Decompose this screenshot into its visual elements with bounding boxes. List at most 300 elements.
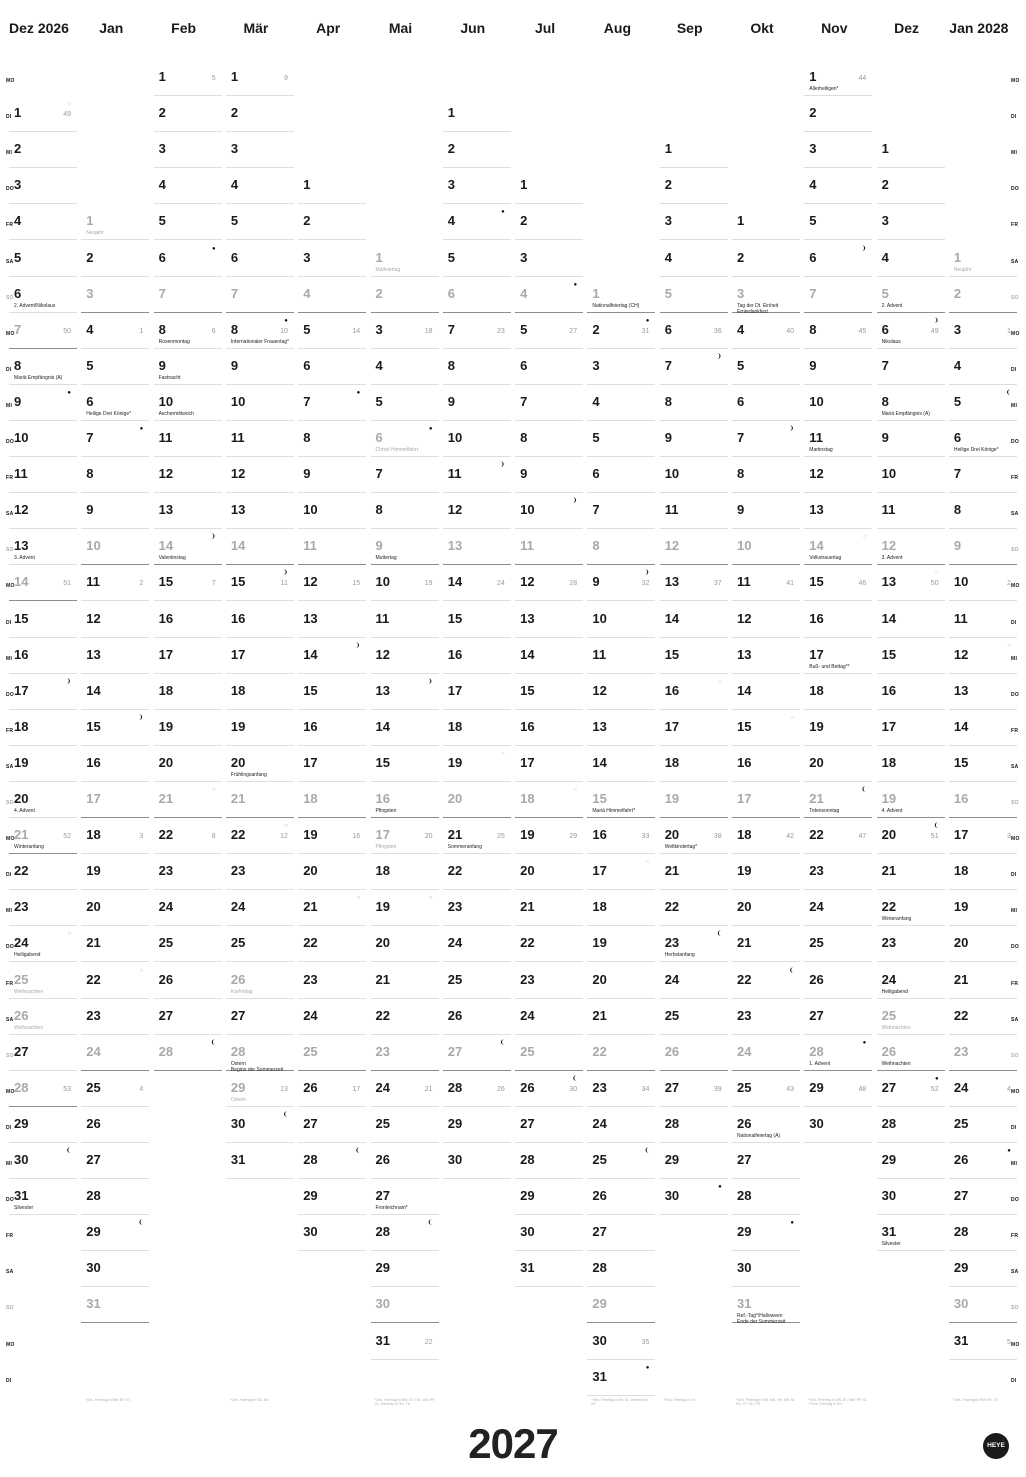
day-number: 4 — [86, 321, 94, 337]
day-cell — [443, 493, 511, 529]
day-cell — [587, 313, 655, 349]
day-cell — [515, 565, 583, 601]
holiday-label: Martinstag — [809, 447, 833, 453]
day-cell — [371, 349, 439, 385]
weekday-label-right: SO — [1011, 294, 1019, 301]
day-number: 1 — [86, 213, 94, 229]
day-number: 19 — [230, 718, 246, 734]
week-number: 13 — [280, 1085, 288, 1093]
month-header: Mär — [243, 20, 269, 36]
day-cell — [949, 1215, 1017, 1251]
day-cell — [443, 1107, 511, 1143]
day-cell — [949, 277, 1017, 313]
month-header: Feb — [171, 20, 197, 36]
moon-phase-icon: ● — [862, 1039, 867, 1046]
day-cell — [443, 457, 511, 493]
weekday-label-right: SA — [1011, 258, 1019, 265]
day-cell — [877, 241, 945, 277]
moon-phase-icon: ❩ — [861, 245, 867, 252]
moon-phase-icon: ○ — [573, 787, 578, 793]
day-number: 20 — [737, 899, 752, 915]
day-cell — [660, 421, 728, 457]
day-number: 9 — [303, 466, 311, 482]
moon-phase-icon: ❩ — [210, 534, 216, 541]
day-cell — [81, 963, 149, 999]
day-number: 19 — [447, 754, 463, 770]
day-cell — [371, 1215, 439, 1251]
day-cell — [587, 674, 655, 710]
day-number: 6 — [158, 249, 166, 265]
day-cell — [515, 421, 583, 457]
day-cell — [515, 168, 583, 204]
day-cell — [298, 999, 366, 1035]
day-number: 12 — [158, 466, 174, 482]
day-cell — [732, 529, 800, 565]
day-number: 19 — [375, 899, 390, 915]
day-number: 13 — [158, 502, 174, 518]
day-cell — [9, 277, 77, 313]
day-cell — [154, 1035, 222, 1071]
week-number: 52 — [930, 1085, 939, 1093]
holiday-label: Silvester — [14, 1205, 34, 1212]
day-cell — [515, 782, 583, 818]
day-number: 16 — [592, 827, 607, 843]
day-cell — [371, 1035, 439, 1071]
day-cell — [443, 638, 511, 674]
weekday-label-right: FR — [1011, 980, 1019, 987]
weekday-label-left: SA — [6, 1269, 14, 1276]
day-cell — [298, 277, 366, 313]
day-cell — [371, 1179, 439, 1215]
day-number: 11 — [230, 430, 245, 445]
holiday-label: Nationalfeiertag (A) — [737, 1132, 781, 1139]
day-number: 14 — [881, 610, 897, 626]
day-number: 24 — [86, 1043, 101, 1059]
day-number: 20 — [953, 935, 969, 951]
day-number: 19 — [520, 827, 535, 843]
moon-phase-icon: ❨ — [282, 1111, 288, 1118]
weekday-label-left: MO — [6, 330, 15, 337]
day-cell — [515, 854, 583, 890]
moon-phase-icon: ❨ — [65, 1148, 71, 1154]
day-number: 15 — [664, 646, 680, 662]
weekday-label-left: DI — [6, 366, 12, 373]
day-cell — [226, 602, 294, 638]
day-cell — [732, 999, 800, 1035]
day-number: 14 — [158, 538, 174, 554]
day-cell — [877, 565, 945, 601]
day-number: 7 — [14, 321, 22, 337]
day-cell — [81, 890, 149, 926]
day-cell — [587, 565, 655, 601]
week-number: 51 — [63, 580, 71, 588]
day-cell — [298, 710, 366, 746]
day-number: 21 — [592, 1007, 607, 1023]
day-cell — [587, 1179, 655, 1215]
day-cell — [443, 926, 511, 962]
day-cell — [732, 854, 800, 890]
day-number: 25 — [592, 1152, 607, 1167]
day-number: 9 — [230, 357, 239, 373]
day-number: 2 — [592, 321, 600, 337]
day-number: 4 — [953, 357, 962, 373]
day-cell — [226, 60, 294, 96]
day-number: 16 — [809, 610, 824, 626]
day-cell — [443, 277, 511, 313]
day-cell — [732, 349, 800, 385]
week-number: 4 — [1006, 1085, 1011, 1093]
day-number: 25 — [664, 1007, 680, 1023]
day-cell — [371, 385, 439, 421]
day-cell — [443, 241, 511, 277]
holiday-label: Valentinstag — [158, 555, 186, 562]
day-cell — [298, 385, 366, 421]
day-cell — [443, 818, 511, 854]
holiday-label: Mariä Empfängnis (A) — [881, 410, 930, 417]
day-number: 14 — [592, 754, 607, 770]
day-number: 29 — [737, 1224, 752, 1240]
day-number: 15 — [86, 718, 101, 734]
day-number: 4 — [737, 321, 745, 337]
day-cell — [154, 565, 222, 601]
day-number: 4 — [447, 213, 456, 229]
week-number: 4 — [139, 1085, 144, 1093]
day-number: 3 — [881, 213, 889, 229]
day-cell — [154, 60, 222, 96]
day-cell — [660, 674, 728, 710]
day-cell — [732, 204, 800, 240]
day-cell — [515, 1215, 583, 1251]
month-header: Mai — [388, 20, 413, 36]
day-cell — [81, 999, 149, 1035]
day-cell — [371, 818, 439, 854]
day-cell — [804, 818, 872, 854]
day-number: 26 — [158, 971, 174, 987]
day-cell — [9, 349, 77, 385]
holiday-label: 4. Advent — [881, 808, 903, 814]
day-number: 10 — [447, 430, 463, 445]
day-number: 28 — [881, 1115, 897, 1131]
day-number: 23 — [447, 899, 463, 915]
day-number: 25 — [14, 971, 29, 987]
week-number: 6 — [211, 327, 216, 335]
week-number: 36 — [713, 327, 722, 335]
day-cell — [371, 529, 439, 565]
day-number: 27 — [158, 1007, 174, 1023]
day-cell — [154, 602, 222, 638]
day-number: 7 — [881, 357, 889, 373]
moon-phase-icon: ○ — [67, 101, 71, 108]
day-cell — [298, 565, 366, 601]
week-number: 53 — [63, 1085, 71, 1093]
holiday-label: 3. Advent — [14, 555, 35, 562]
day-number: 2 — [230, 105, 239, 121]
day-number: 5 — [86, 357, 94, 373]
day-cell — [9, 529, 77, 565]
day-cell — [154, 204, 222, 240]
holiday-label: Weihnachten — [14, 988, 44, 995]
day-number: 14 — [375, 718, 390, 734]
day-number: 29 — [520, 1188, 535, 1204]
day-number: 7 — [158, 285, 166, 301]
weekday-label-right: SO — [1011, 800, 1019, 806]
day-number: 11 — [809, 430, 824, 445]
day-cell — [732, 926, 800, 962]
day-cell — [371, 421, 439, 457]
day-cell — [9, 241, 77, 277]
day-cell — [877, 277, 945, 313]
day-number: 10 — [881, 466, 897, 482]
day-cell — [877, 421, 945, 457]
moon-phase-icon: ❨ — [138, 1220, 144, 1227]
day-number: 24 — [592, 1115, 607, 1131]
day-cell — [515, 602, 583, 638]
weekday-label-right: SA — [1011, 1016, 1019, 1023]
day-cell — [949, 457, 1017, 493]
day-number: 24 — [737, 1043, 752, 1059]
day-cell — [949, 241, 1017, 277]
weekday-label-right: MI — [1011, 1161, 1018, 1167]
day-cell — [732, 963, 800, 999]
day-cell — [877, 1143, 945, 1179]
week-number: 43 — [786, 1085, 794, 1093]
day-number: 3 — [230, 141, 239, 157]
day-cell — [515, 890, 583, 926]
day-cell — [298, 746, 366, 782]
weekday-label-left: FR — [6, 727, 14, 734]
day-cell — [732, 277, 800, 313]
weekday-label-right: SA — [1011, 763, 1019, 770]
day-number: 18 — [375, 863, 390, 879]
day-number: 23 — [14, 899, 29, 915]
day-number: 8 — [303, 430, 311, 445]
day-cell — [877, 313, 945, 349]
day-number: 21 — [809, 791, 824, 806]
day-number: 1 — [230, 69, 239, 84]
day-number: 13 — [953, 682, 969, 698]
holiday-label: Winteranfang — [14, 844, 44, 851]
day-number: 20 — [809, 754, 824, 770]
day-cell — [81, 565, 149, 601]
week-number: 3 — [1006, 833, 1011, 841]
day-number: 25 — [230, 935, 246, 951]
day-cell — [804, 638, 872, 674]
day-cell — [81, 1287, 149, 1323]
day-number: 14 — [520, 646, 535, 662]
day-number: 2 — [375, 285, 383, 301]
day-cell — [298, 421, 366, 457]
day-number: 23 — [592, 1079, 607, 1095]
day-cell — [804, 385, 872, 421]
day-number: 10 — [592, 610, 607, 626]
day-cell — [949, 565, 1017, 601]
day-cell — [587, 926, 655, 962]
day-number: 13 — [664, 574, 680, 590]
week-number: 23 — [497, 327, 505, 335]
day-number: 12 — [375, 646, 390, 662]
day-cell — [9, 890, 77, 926]
day-cell — [443, 96, 511, 132]
day-number: 22 — [809, 827, 824, 843]
day-cell — [443, 999, 511, 1035]
day-number: 10 — [809, 393, 824, 409]
day-cell — [732, 1143, 800, 1179]
weekday-label-right: SO — [1011, 1052, 1019, 1059]
day-cell — [81, 313, 149, 349]
day-number: 9 — [592, 574, 600, 590]
day-number: 1 — [809, 69, 817, 84]
day-number: 23 — [303, 971, 318, 987]
day-number: 11 — [664, 502, 679, 518]
day-number: 30 — [447, 1152, 463, 1167]
day-cell — [81, 710, 149, 746]
month-footnote: *Ges. Feiertag in BW, BY, NW, RP, SL **Ges. Feiertag in SN — [808, 1398, 868, 1406]
day-cell — [660, 457, 728, 493]
day-number: 3 — [303, 249, 311, 265]
day-number: 22 — [664, 899, 680, 915]
day-number: 23 — [520, 971, 535, 987]
day-number: 18 — [520, 791, 535, 806]
week-number: 25 — [497, 833, 505, 841]
day-number: 23 — [375, 1043, 390, 1059]
day-number: 30 — [881, 1188, 897, 1204]
day-cell — [298, 602, 366, 638]
day-cell — [949, 529, 1017, 565]
holiday-label: Sommeranfang — [447, 844, 482, 851]
day-cell — [949, 782, 1017, 818]
holiday-label: Totensonntag — [809, 808, 840, 814]
day-cell — [804, 277, 872, 313]
day-number: 1 — [592, 285, 600, 301]
day-cell — [298, 963, 366, 999]
day-number: 26 — [447, 1007, 463, 1023]
holiday-label: Rosenmontag — [158, 338, 190, 345]
day-cell — [877, 674, 945, 710]
week-number: 49 — [930, 327, 939, 335]
day-number: 18 — [158, 682, 174, 698]
day-number: 6 — [809, 249, 817, 265]
day-number: 7 — [230, 285, 239, 301]
day-number: 22 — [881, 899, 897, 915]
day-cell — [81, 385, 149, 421]
day-cell — [949, 926, 1020, 962]
day-cell — [732, 1071, 800, 1107]
day-cell — [515, 313, 583, 349]
day-number: 27 — [664, 1079, 680, 1095]
day-cell — [81, 457, 149, 493]
day-number: 19 — [737, 863, 752, 879]
week-number: 2 — [139, 580, 144, 588]
day-cell — [9, 818, 77, 854]
holiday-label: Weihnachten — [14, 1024, 44, 1031]
day-cell — [949, 602, 1017, 638]
day-number: 6 — [737, 393, 745, 409]
day-number: 29 — [447, 1115, 463, 1131]
moon-phase-icon: ❩ — [65, 678, 71, 685]
day-cell — [660, 710, 728, 746]
day-cell — [732, 385, 800, 421]
moon-phase-icon: ● — [67, 389, 71, 396]
day-cell — [298, 782, 366, 818]
day-cell — [660, 349, 728, 385]
day-cell — [154, 529, 222, 565]
day-number: 19 — [953, 899, 969, 915]
holiday-label: Allerheiligen* — [809, 86, 839, 92]
day-number: 25 — [158, 935, 174, 951]
day-number: 17 — [86, 791, 101, 806]
day-number: 15 — [737, 718, 752, 734]
day-cell — [81, 1035, 149, 1071]
weekday-label-right: SO — [1011, 547, 1019, 554]
weekday-label-right: MO — [1011, 330, 1020, 337]
day-number: 15 — [230, 574, 246, 590]
day-cell — [804, 674, 872, 710]
day-number: 26 — [303, 1079, 318, 1095]
day-number: 25 — [303, 1043, 318, 1059]
day-cell — [660, 204, 728, 240]
weekday-label-left: DO — [6, 439, 15, 445]
day-cell — [949, 638, 1017, 674]
day-cell — [804, 421, 872, 457]
day-cell — [81, 674, 149, 710]
moon-phase-icon: ● — [1007, 1148, 1011, 1154]
week-number: 20 — [424, 833, 433, 841]
day-number: 30 — [14, 1152, 29, 1167]
day-number: 31 — [520, 1260, 535, 1276]
day-number: 25 — [375, 1115, 390, 1131]
day-cell — [226, 674, 294, 710]
day-number: 13 — [592, 718, 607, 734]
day-number: 15 — [303, 682, 318, 698]
day-number: 9 — [447, 393, 456, 409]
weekday-label-left: MO — [6, 1341, 15, 1348]
day-number: 14 — [303, 646, 318, 662]
day-number: 17 — [158, 646, 174, 662]
day-number: 18 — [953, 863, 969, 879]
day-number: 4 — [14, 213, 22, 229]
day-cell — [804, 1107, 872, 1143]
day-number: 19 — [158, 718, 174, 734]
weekday-label-right: MO — [1011, 836, 1020, 843]
weekday-label-right: MO — [1011, 78, 1020, 84]
day-number: 24 — [230, 899, 246, 915]
day-cell — [660, 963, 728, 999]
day-number: 8 — [520, 430, 528, 445]
day-number: 29 — [86, 1224, 101, 1240]
day-cell — [298, 1215, 366, 1251]
moon-phase-icon: ❨ — [210, 1039, 216, 1046]
day-number: 17 — [375, 827, 390, 843]
day-cell — [587, 890, 655, 926]
day-number: 21 — [14, 827, 29, 843]
day-number: 2 — [303, 213, 311, 229]
day-number: 5 — [158, 213, 166, 229]
day-number: 16 — [953, 791, 969, 806]
weekday-label-left: MI — [6, 402, 13, 409]
weekday-label-left: MI — [6, 1161, 13, 1167]
day-number: 24 — [375, 1079, 390, 1095]
day-cell — [371, 746, 439, 782]
day-number: 9 — [664, 430, 672, 445]
week-number: 2 — [1006, 580, 1011, 588]
day-cell — [226, 529, 294, 565]
day-number: 29 — [953, 1260, 969, 1276]
day-number: 2 — [86, 249, 94, 265]
day-cell — [371, 1107, 439, 1143]
day-cell — [226, 782, 294, 818]
day-number: 18 — [303, 791, 318, 806]
day-cell — [443, 529, 511, 565]
